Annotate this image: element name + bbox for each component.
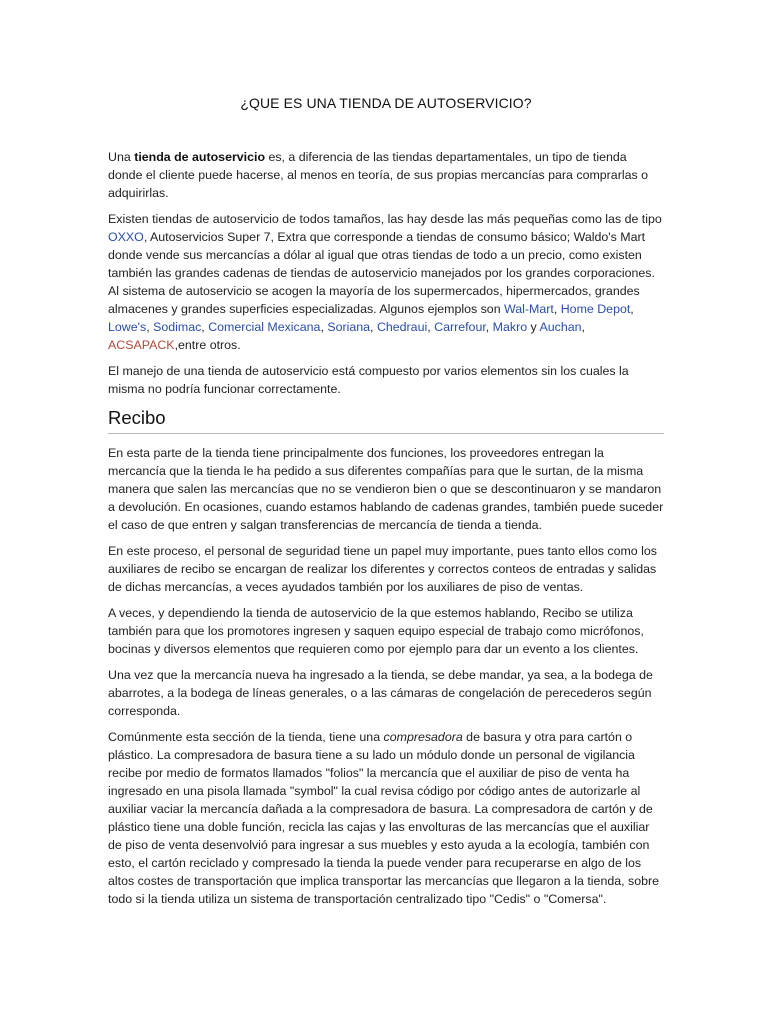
link-carrefour[interactable]: Carrefour <box>434 320 486 334</box>
intro-paragraph-3: El manejo de una tienda de autoservicio está compuesto por varios elementos sin los cuales la misma no podría funcionar correctamente. <box>108 364 629 396</box>
separator: , <box>553 302 561 316</box>
link-auchan[interactable]: Auchan <box>539 320 582 334</box>
link-comercial-mexicana[interactable]: Comercial Mexicana <box>208 320 321 334</box>
intro-paragraph-2 <box>108 210 664 354</box>
link-home-depot[interactable]: Home Depot <box>560 302 631 316</box>
intro-p1-prefix: Una <box>108 150 135 164</box>
link-lowes[interactable]: Lowe's <box>108 320 147 334</box>
recibo-paragraph-2: En este proceso, el personal de seguridad tiene un papel muy importante, pues tanto ellos como los auxiliares de recibo se encargan de realizar los diferentes y correctos conteos de entradas y salidas de dichas mercancías, a veces ayudados también por los auxiliares de piso de ventas. <box>108 544 657 594</box>
intro-paragraph-1 <box>108 148 664 202</box>
separator: , <box>201 320 209 334</box>
link-sodimac[interactable]: Sodimac <box>153 320 202 334</box>
link-walmart[interactable]: Wal-Mart <box>504 302 554 316</box>
recibo-paragraph-4: Una vez que la mercancía nueva ha ingresado a la tienda, se debe mandar, ya sea, a la bodega de abarrotes, a la bodega de líneas generales, o a las cámaras de congelación de perecederos según corresponda. <box>108 668 653 718</box>
intro-p2-text1: Existen tiendas de autoservicio de todos tamaños, las hay desde las más pequeñas como las de tipo <box>108 212 662 226</box>
recibo-paragraph-3: A veces, y dependiendo la tienda de autoservicio de la que estemos hablando, Recibo se utiliza también para que los promotores ingresen y saquen equipo especial de trabajo como micrófonos, bocinas y diversos elementos que requieren como por ejemplo para dar un evento a los clientes. <box>108 606 644 656</box>
intro-p2-end: ,entre otros. <box>174 338 241 352</box>
section-heading-recibo: Recibo <box>108 406 664 434</box>
recibo-paragraph-5 <box>108 728 664 908</box>
separator: , <box>146 320 154 334</box>
separator: y <box>527 320 540 334</box>
separator: , <box>485 320 493 334</box>
separator: , <box>427 320 435 334</box>
intro-p2-text2: , Autoservicios Super 7, Extra que corresponde a tiendas de consumo básico; Waldo's Mart donde vende sus mercancías a dólar al igual que otras tiendas de todo a un precio, como existen también las grandes cadenas de tiendas de autoservicio manejados por los grandes corporaciones. Al sistema de autoservicio se acogen la mayoría de los supermercados, hipermercados, grandes almacenes y grandes superficies especializadas. Algunos ejemplos son <box>108 230 655 316</box>
separator: , <box>370 320 377 334</box>
intro-p1-rest: es, a diferencia de las tiendas departamentales, un tipo de tienda donde el cliente puede hacerse, al menos en teoría, de sus propias mercancías para comprarlas o adquirirlas. <box>108 150 648 200</box>
link-oxxo[interactable]: OXXO <box>108 230 144 244</box>
separator: , <box>581 320 585 334</box>
recibo-p5-prefix: Comúnmente esta sección de la tienda, tiene una <box>108 730 384 744</box>
separator: , <box>630 302 634 316</box>
term-tienda-de-autoservicio: tienda de autoservicio <box>134 150 266 164</box>
link-soriana[interactable]: Soriana <box>327 320 371 334</box>
document-body <box>108 148 664 916</box>
term-compresadora: compresadora <box>383 730 463 744</box>
document-title: ¿QUE ES UNA TIENDA DE AUTOSERVICIO? <box>240 95 532 111</box>
separator: , <box>320 320 328 334</box>
recibo-paragraph-1: En esta parte de la tienda tiene principalmente dos funciones, los proveedores entregan la mercancía que la tienda le ha pedido a sus diferentes compañías para que le surtan, de la misma manera que salen las mercancías que no se vendieron bien o que se descontinuaron y se mandaron a devolución. En ocasiones, cuando estamos hablando de cadenas grandes, también puede suceder el caso de que entren y salgan transferencias de mercancía de tienda a tienda. <box>108 446 664 532</box>
link-makro[interactable]: Makro <box>492 320 528 334</box>
recibo-p5-rest: de basura y otra para cartón o plástico. La compresadora de basura tiene a su lado un módulo donde un personal de vigilancia recibe por medio de formatos llamados "folios" la mercancía que el auxiliar de piso de venta ha ingresado en una pisola llamada "symbol" la cual revisa código por código antes de autorizarle al auxiliar vaciar la mercancía dañada a la compresadora de basura. La compresadora de cartón y de plástico tiene una doble función, recicla las cajas y las envolturas de las mercancías que el auxiliar de piso de venta desenvolvió para ingresar a sus muebles y esto ayuda a la ecología, también con esto, el cartón reciclado y compresado la tienda la puede vender para recuperarse en algo de los altos costes de transportación que implica transportar las mercancías que llegaron a la tienda, sobre todo si la tienda utiliza un sistema de transportación centralizado tipo "Cedis" o "Comersa". <box>108 730 659 906</box>
link-chedraui[interactable]: Chedraui <box>376 320 428 334</box>
link-acsapack[interactable]: ACSAPACK <box>108 338 175 352</box>
